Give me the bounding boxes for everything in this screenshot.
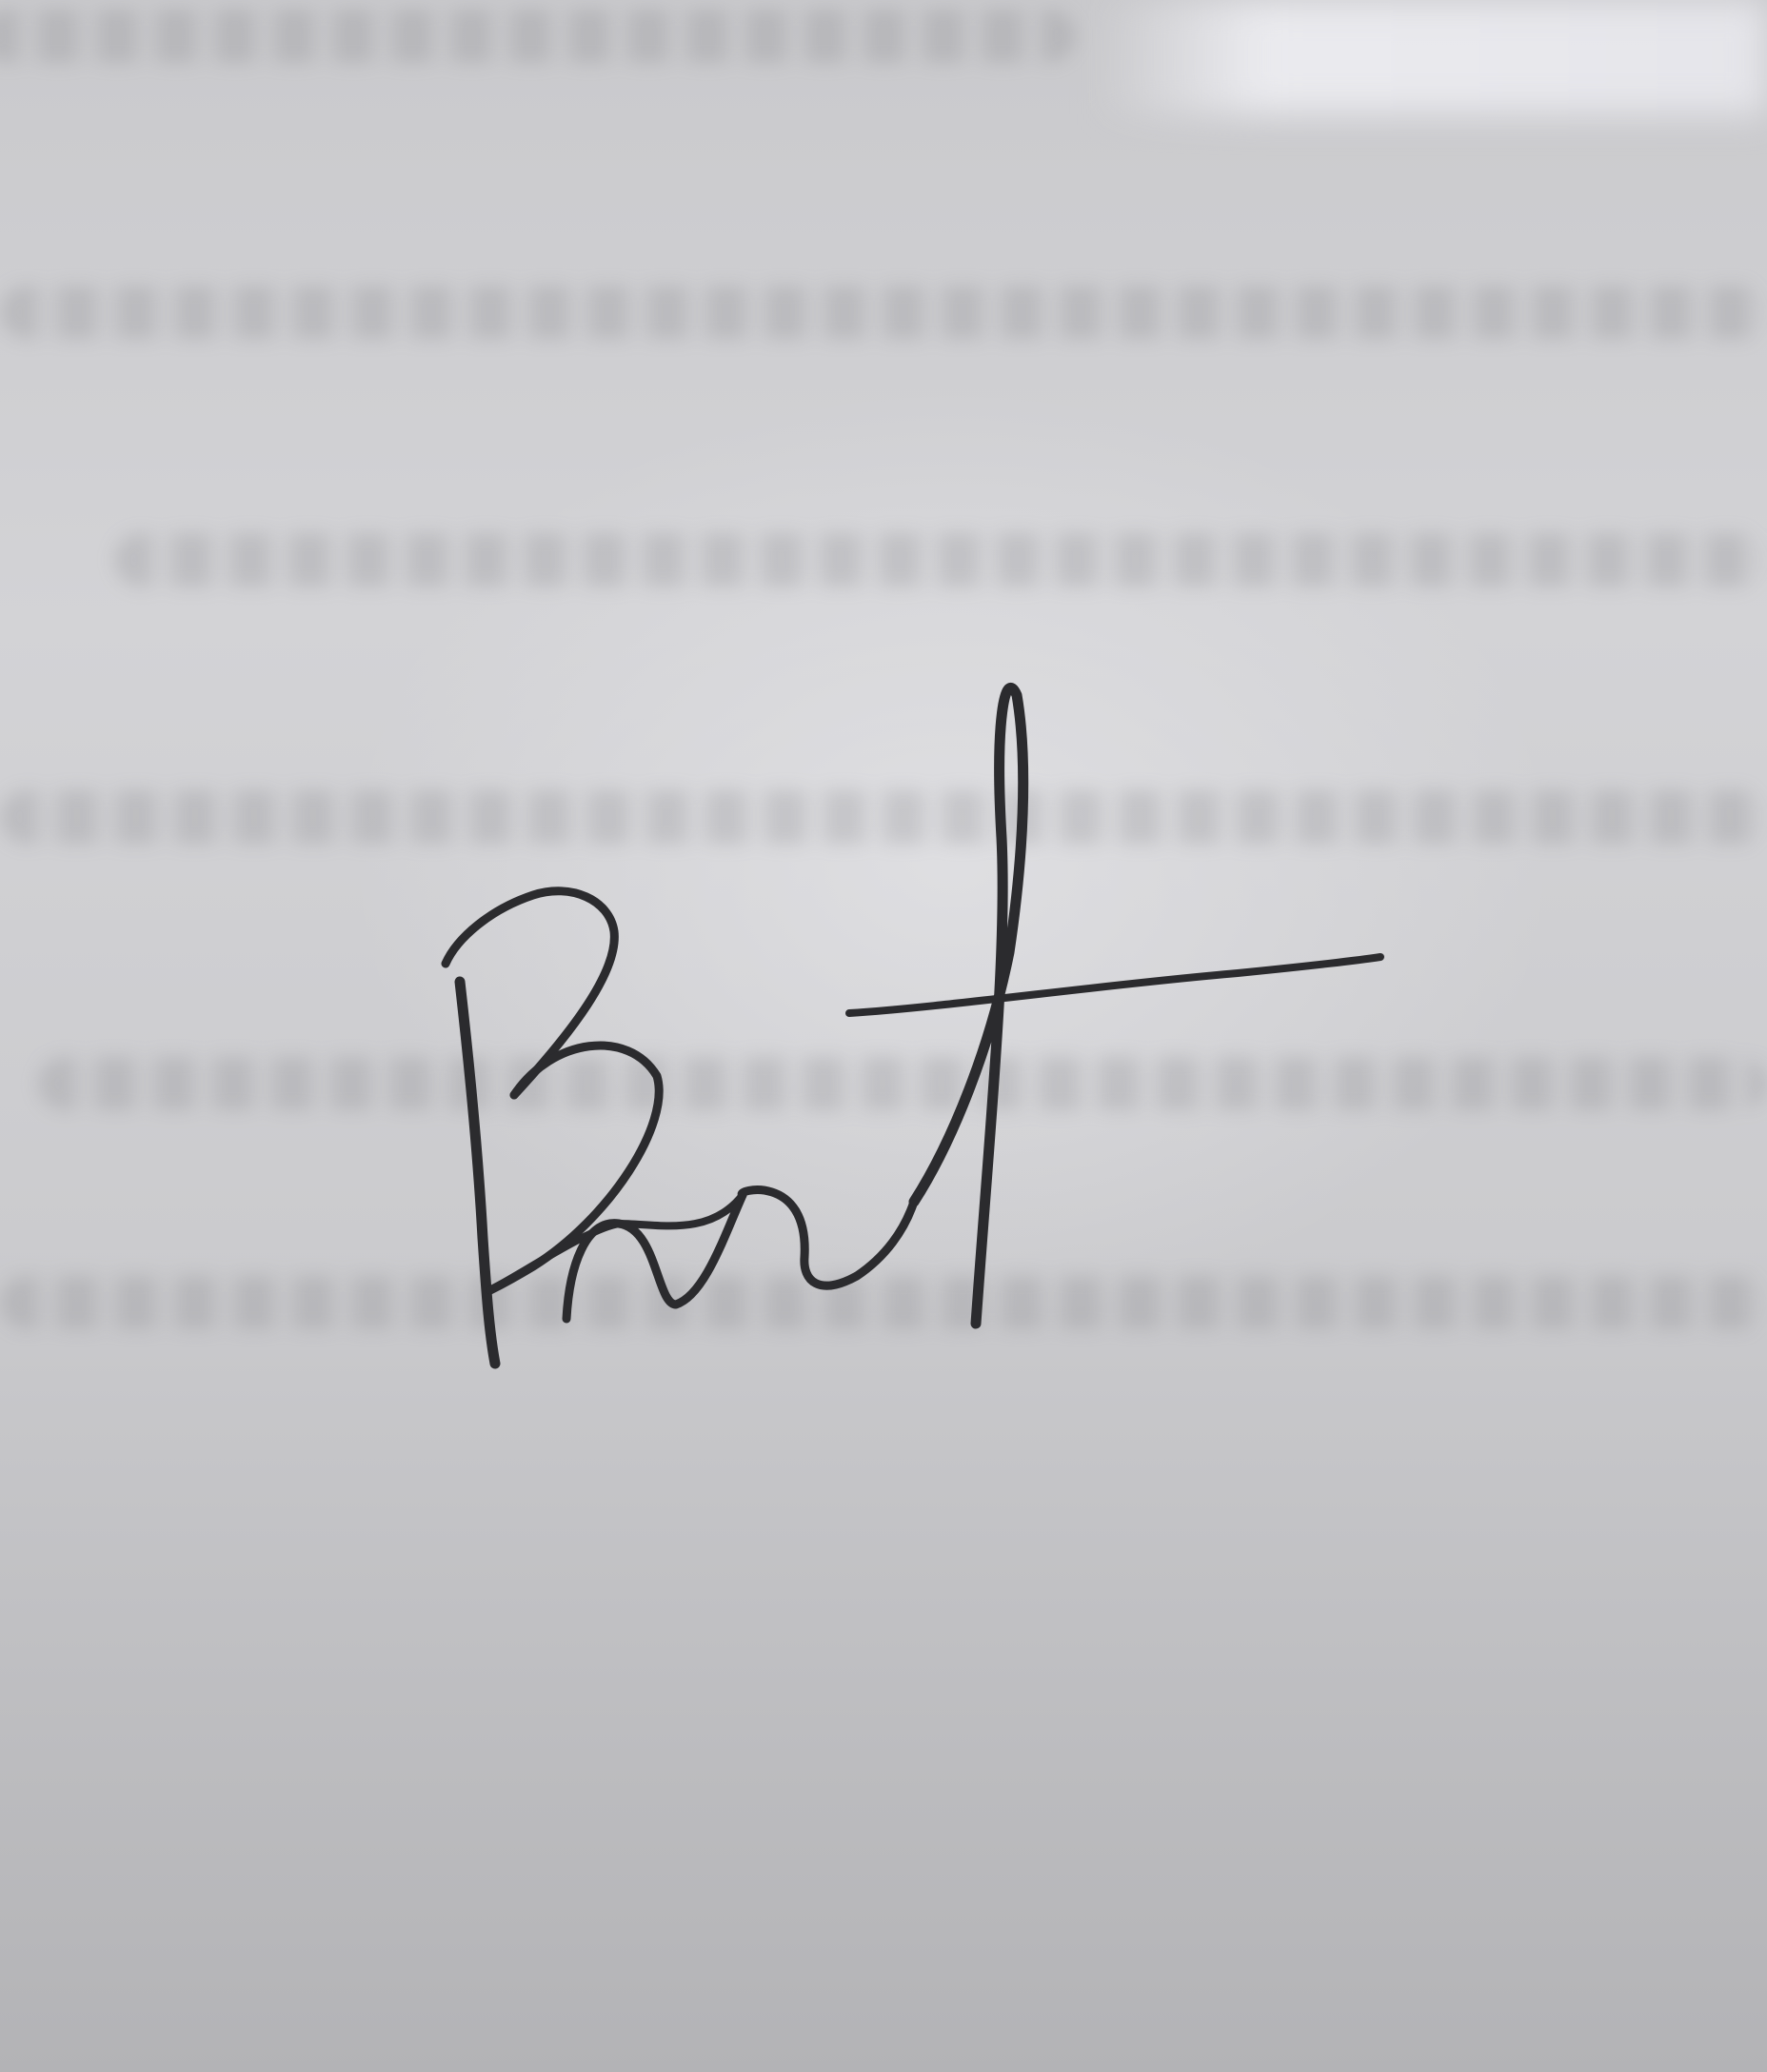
signature-stroke-b-bowl bbox=[490, 1046, 659, 1290]
signature-stroke-t-crossbar bbox=[849, 957, 1380, 1013]
signature-stroke-b-stem bbox=[460, 982, 495, 1364]
signature-stroke-u bbox=[742, 1190, 914, 1286]
